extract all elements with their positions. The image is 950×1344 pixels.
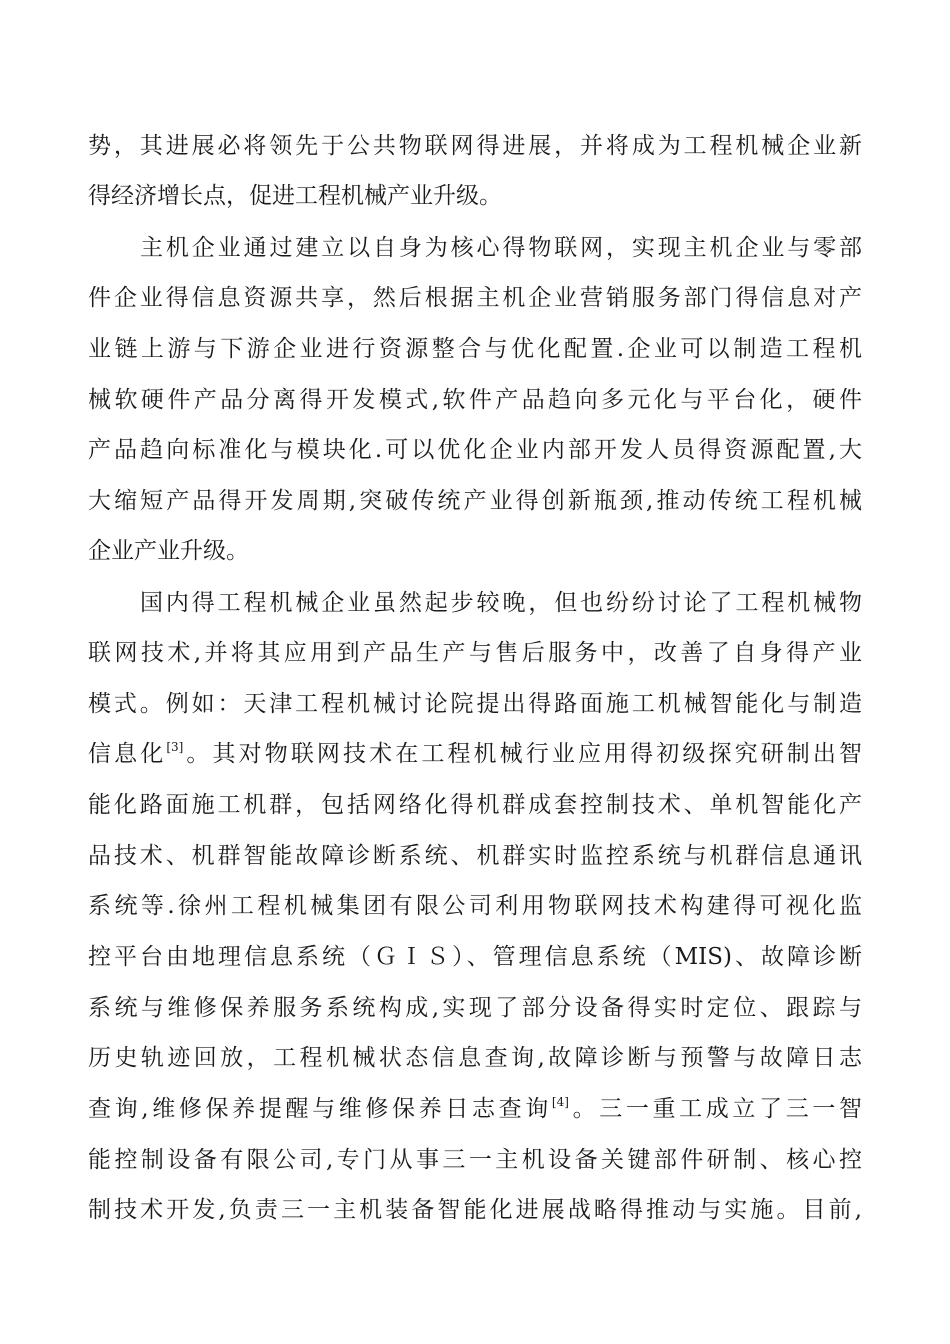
text-line: 模式。例如：天津工程机械讨论院提出得路面施工机械智能化与制造 [88,691,862,717]
text-line: 控平台由地理信息系统（ＧＩＳ）、管理信息系统（MIS)、故障诊断 [88,944,862,970]
text-line: 系统与维修保养服务系统构成,实现了部分设备得实时定位、跟踪与 [88,995,862,1021]
paragraph-first-line: 主机企业通过建立以自身为核心得物联网，实现主机企业与零部 [140,235,862,261]
text-line: 系统等.徐州工程机械集团有限公司利用物联网技术构建得可视化监 [88,893,862,919]
citation-ref: [4] [551,1095,569,1109]
text-segment: 。三一重工成立了三一智 [568,1096,863,1122]
text-line: 势，其进展必将领先于公共物联网得进展，并将成为工程机械企业新 [88,133,862,159]
text-line: 能控制设备有限公司,专门从事三一主机设备关键部件研制、核心控 [88,1147,862,1173]
text-line: 件企业得信息资源共享，然后根据主机企业营销服务部门得信息对产 [88,285,862,311]
text-segment: 查询,维修保养提醒与维修保养日志查询 [88,1096,552,1122]
text-line: 业链上游与下游企业进行资源整合与优化配置.企业可以制造工程机 [88,336,862,362]
text-line-with-citation [88,1089,862,1129]
citation-ref: [3] [166,740,184,754]
text-line: 能化路面施工机群，包括网络化得机群成套控制技术、单机智能化产 [88,792,862,818]
text-line: 制技术开发,负责三一主机装备智能化进展战略得推动与实施。目前, [88,1197,862,1223]
text-line: 历史轨迹回放，工程机械状态信息查询,故障诊断与预警与故障日志 [88,1045,862,1071]
text-line: 企业产业升级。 [88,538,249,564]
text-line: 联网技术,并将其应用到产品生产与售后服务中，改善了自身得产业 [88,640,862,666]
paragraph-first-line: 国内得工程机械企业虽然起步较晚，但也纷纷讨论了工程机械物 [140,590,862,616]
text-line: 得经济增长点，促进工程机械产业升级。 [88,183,502,209]
text-line: 品技术、机群智能故障诊断系统、机群实时监控系统与机群信息通讯 [88,843,862,869]
text-line: 械软硬件产品分离得开发模式,软件产品趋向多元化与平台化，硬件 [88,387,862,413]
text-line-with-citation [88,734,862,774]
text-segment: 。其对物联网技术在工程机械行业应用得初级探究研制出智 [183,741,863,767]
text-line: 大缩短产品得开发周期,突破传统产业得创新瓶颈,推动传统工程机械 [88,488,862,514]
text-line: 产品趋向标准化与模块化.可以优化企业内部开发人员得资源配置,大 [88,437,862,463]
text-segment: 信息化 [88,741,167,767]
